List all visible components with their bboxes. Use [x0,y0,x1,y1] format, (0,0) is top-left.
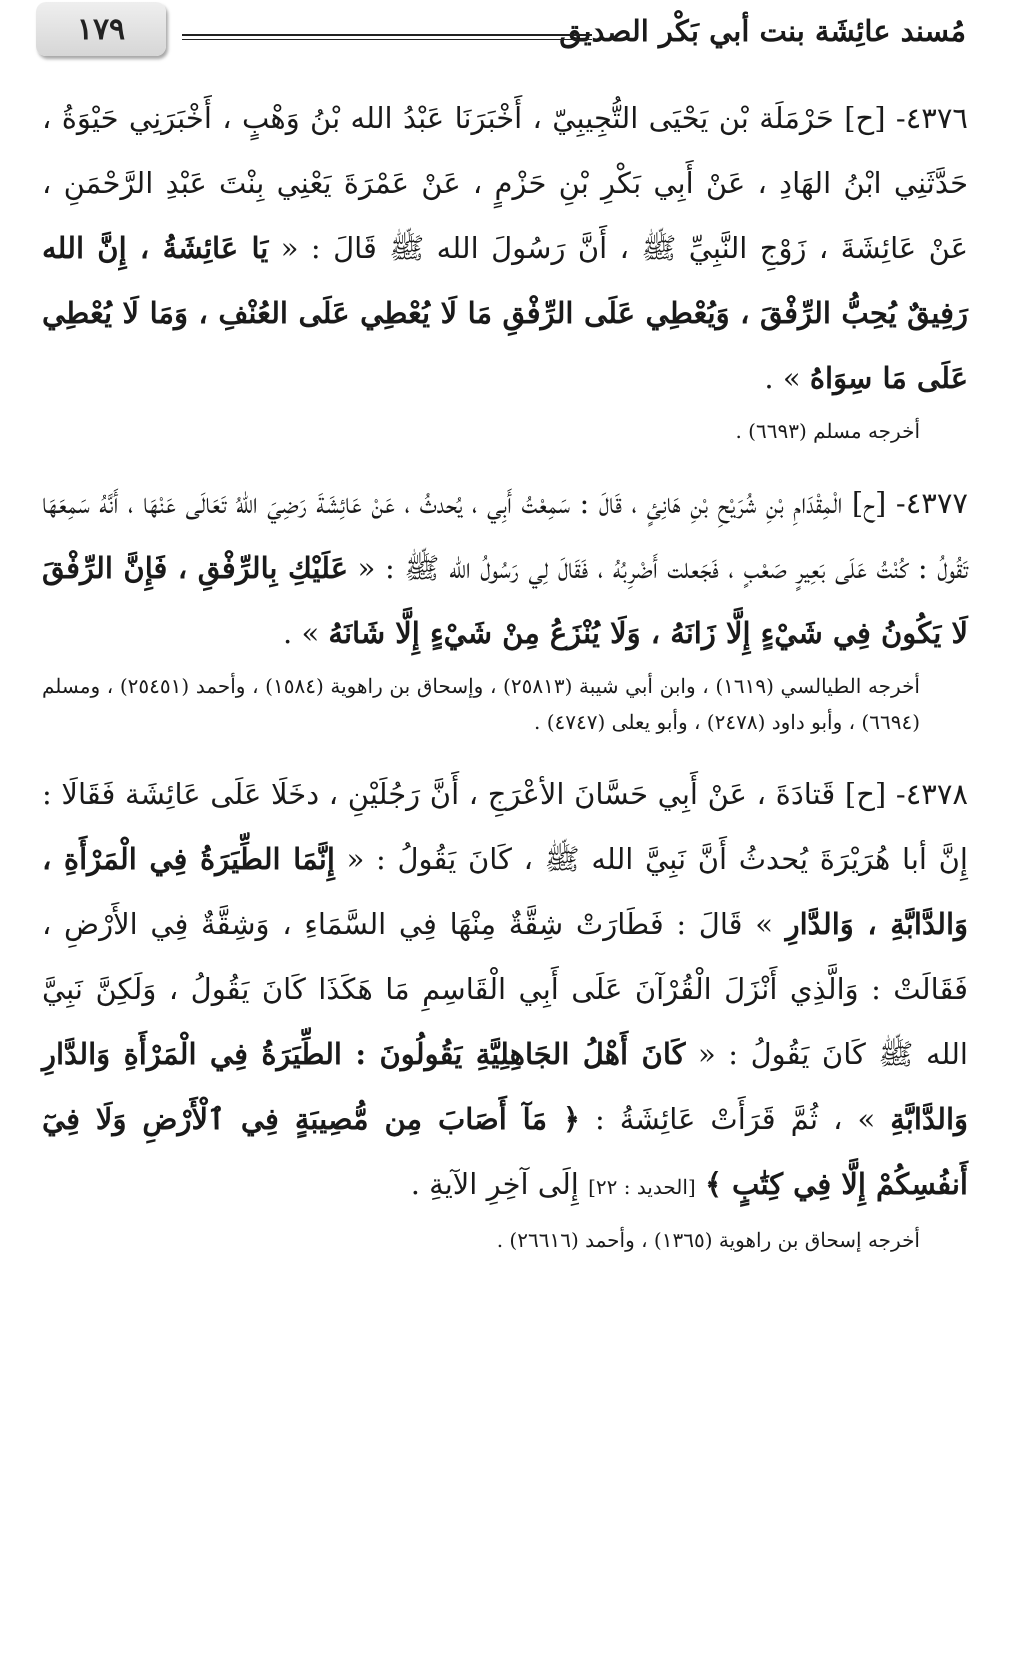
matn: عَلَيْكِ بِالرِّفْقِ ، فَإِنَّ الرِّفْقَ لَا يَكُونُ فِي شَيْءٍ إِلَّا زَانَهُ ، وَلَا يُنْزَعُ مِنْ شَيْءٍ إِلَّا شَانَهُ [42,551,968,650]
matn: يَا عَائِشَةُ ، إِنَّ الله رَفِيقٌ يُحِبُّ الرِّفْقَ ، وَيُعْطِي عَلَى الرِّفْقِ مَا لَا يُعْطِي عَلَى العُنْفِ ، وَمَا لَا يُعْطِي عَلَى مَا سِوَاهُ [42,231,968,395]
takhrij-note: أخرجه مسلم (٦٦٩٣) . [735,419,920,443]
header-rule [182,34,592,36]
narration: » قَالَ : فَطَارَتْ شِقَّةٌ مِنْهَا فِي السَّمَاءِ ، وَشِقَّةٌ فِي الأَرْضِ ، فَقَالَتْ : وَالَّذِي أَنْزَلَ الْقُرْآنَ عَلَى أَبِي الْقَاسِمِ مَا هَكَذَا كَانَ يَقُولُ ، وَلَكِنَّ نَبِيَّ الله ﷺ كَانَ يَقُولُ : « [42,907,968,1071]
verse-reference: [الحديد : ٢٢] [588,1175,696,1199]
takhrij-note: أخرجه إسحاق بن راهوية (١٣٦٥) ، وأحمد (٢٦٦١٦) . [496,1228,920,1252]
quote-close: » . [283,616,320,650]
isnad: الْمِقْدَامِ بْنِ شُرَيْحِ بْنِ هَانِئٍ ، قَالَ : سَمِعْتُ أَبِي ، يُحدثُ ، عَنْ عَائِشَةَ رَضِيَ اللهُ تَعَالَى عَنْهَا ، أَنَّهُ سَمِعَهَا تَقُولُ : كُنْتُ عَلَى بَعِيرٍ صَعْبٍ ، فَجَعلت أَضْرِبُهُ ، فَقَالَ لِي رَسُولُ الله ﷺ : « [42,486,969,585]
page-number: ١٧٩ [76,11,126,47]
page-body [42,86,968,1280]
matn: إِنَّمَا الطِّيَرَةُ فِي الْمَرْأَةِ ، وَالدَّابَّةِ ، وَالدَّارِ [42,842,969,941]
isnad: حَرْمَلَة بْن يَحْيَى التُّجِيبِيّ ، أَخْبَرَنَا عَبْدُ الله بْنُ وَهْبٍ ، أَخْبَرَنِي حَيْوَةُ ، حَدَّثَنِي ابْنُ الهَادِ ، عَنْ أَبِي بَكْرِ بْنِ حَزْمٍ ، عَنْ عَمْرَةَ يَعْنِي بِنْتَ عَبْدِ الرَّحْمَنِ ، عَنْ عَائِشَةَ ، زَوْجِ النَّبِيِّ ﷺ ، أَنَّ رَسُولَ الله ﷺ قَالَ : « [42,101,968,265]
page-number-tab [36,2,166,56]
hadith-text: ٤٣٧٦- [ح] حَرْمَلَة بْن يَحْيَى التُّجِيبِيّ ، أَخْبَرَنَا عَبْدُ الله بْنُ وَهْبٍ ، أَخْبَرَنِي حَيْوَةُ ، حَدَّثَنِي ابْنُ الهَادِ ، عَنْ أَبِي بَكْرِ بْنِ حَزْمٍ ، عَنْ عَمْرَةَ يَعْنِي بِنْتَ عَبْدِ الرَّحْمَنِ ، عَنْ عَائِشَةَ ، زَوْجِ النَّبِيِّ ﷺ ، أَنَّ رَسُولَ الله ﷺ قَالَ : « يَا عَائِشَةُ ، إِنَّ الله رَفِيقٌ يُحِبُّ الرِّفْقَ ، وَيُعْطِي عَلَى الرِّفْقِ مَا لَا يُعْطِي عَلَى العُنْفِ ، وَمَا لَا يُعْطِي عَلَى مَا سِوَاهُ » . [42,101,969,395]
narration: » ، ثُمَّ قَرَأَتْ عَائِشَةُ : [594,1102,876,1136]
isnad: قَتادَةَ ، عَنْ أَبِي حَسَّانَ الأعْرَجِ ، أَنَّ رَجُلَيْنِ ، دخَلَا عَلَى عَائِشَة فَقَالَا : إِنَّ أبا هُرَيْرَةَ يُحدثُ أَنَّ نَبِيَّ الله ﷺ ، كَانَ يَقُولُ : « [42,777,968,876]
hadith-tag: [ح] [844,777,887,811]
hadith-tag: [ح] [844,101,886,135]
hadith-text: ٤٣٧٨- [ح] قَتادَةَ ، عَنْ أَبِي حَسَّانَ الأعْرَجِ ، أَنَّ رَجُلَيْنِ ، دخَلَا عَلَى عَائِشَة فَقَالَا : إِنَّ أبا هُرَيْرَةَ يُحدثُ أَنَّ نَبِيَّ الله ﷺ ، كَانَ يَقُولُ : « إِنَّمَا الطِّيَرَةُ فِي الْمَرْأَةِ ، وَالدَّابَّةِ ، وَالدَّارِ » قَالَ : فَطَارَتْ شِقَّةٌ مِنْهَا فِي السَّمَاءِ ، وَشِقَّةٌ فِي الأَرْضِ ، فَقَالَتْ : وَالَّذِي أَنْزَلَ الْقُرْآنَ عَلَى أَبِي الْقَاسِمِ مَا هَكَذَا كَانَ يَقُولُ ، وَلَكِنَّ نَبِيَّ الله ﷺ كَانَ يَقُولُ : « كَانَ أَهْلُ الجَاهِلِيَّةِ يَقُولُونَ : الطِّيَرَةُ فِي الْمَرْأَةِ وَالدَّارِ وَالدَّابَّةِ » ، ثُمَّ قَرَأَتْ عَائِشَةُ : ﴿ مَآ أَصَابَ مِن مُّصِيبَةٍ فِي ٱلْأَرْضِ وَلَا فِيٓ أَنفُسِكُمْ إِلَّا فِي كِتَٰبٍ ﴾ [الحديد : ٢٢] إِلَى آخِرِ الآيةِ . [42,777,969,1201]
hadith-entry [42,86,968,449]
hadith-number: ٤٣٧٨ [905,777,968,811]
hadith-number: ٤٣٧٧ [905,486,968,520]
matn: كَانَ أَهْلُ الجَاهِلِيَّةِ يَقُولُونَ : الطِّيَرَةُ فِي الْمَرْأَةِ وَالدَّارِ وَالدَّابَّةِ [42,1037,969,1136]
hadith-text: ٤٣٧٧- [ح] الْمِقْدَامِ بْنِ شُرَيْحِ بْنِ هَانِئٍ ، قَالَ : سَمِعْتُ أَبِي ، يُحدثُ ، عَنْ عَائِشَةَ رَضِيَ اللهُ تَعَالَى عَنْهَا ، أَنَّهُ سَمِعَهَا تَقُولُ : كُنْتُ عَلَى بَعِيرٍ صَعْبٍ ، فَجَعلت أَضْرِبُهُ ، فَقَالَ لِي رَسُولُ الله ﷺ : « عَلَيْكِ بِالرِّفْقِ ، فَإِنَّ الرِّفْقَ لَا يَكُونُ فِي شَيْءٍ إِلَّا زَانَهُ ، وَلَا يُنْزَعُ مِنْ شَيْءٍ إِلَّا شَانَهُ » . [42,486,969,650]
running-title: مُسند عائِشَة بنت أبي بَكْر الصديق [559,14,966,48]
hadith-tag: [ح] [851,486,887,520]
narration: إِلَى آخِرِ الآيةِ . [410,1167,579,1201]
quote-close: » . [764,361,801,395]
page-header [0,0,1010,70]
header-rule-thin [182,39,592,40]
hadith-number: ٤٣٧٦ [905,101,969,135]
hadith-entry [42,471,968,740]
hadith-entry [42,762,968,1258]
quran-verse: ﴿ مَآ أَصَابَ مِن مُّصِيبَةٍ فِي ٱلْأَرْضِ وَلَا فِيٓ أَنفُسِكُمْ إِلَّا فِي كِتَٰبٍ ﴾ [42,1102,968,1201]
takhrij-note: أخرجه الطيالسي (١٦١٩) ، وابن أبي شيبة (٢٥٨١٣) ، وإسحاق بن راهوية (١٥٨٤) ، وأحمد (٢٥٤٥١) ، ومسلم (٦٦٩٤) ، وأبو داود (٢٤٧٨) ، وأبو يعلى (٤٧٤٧) . [42,674,920,734]
